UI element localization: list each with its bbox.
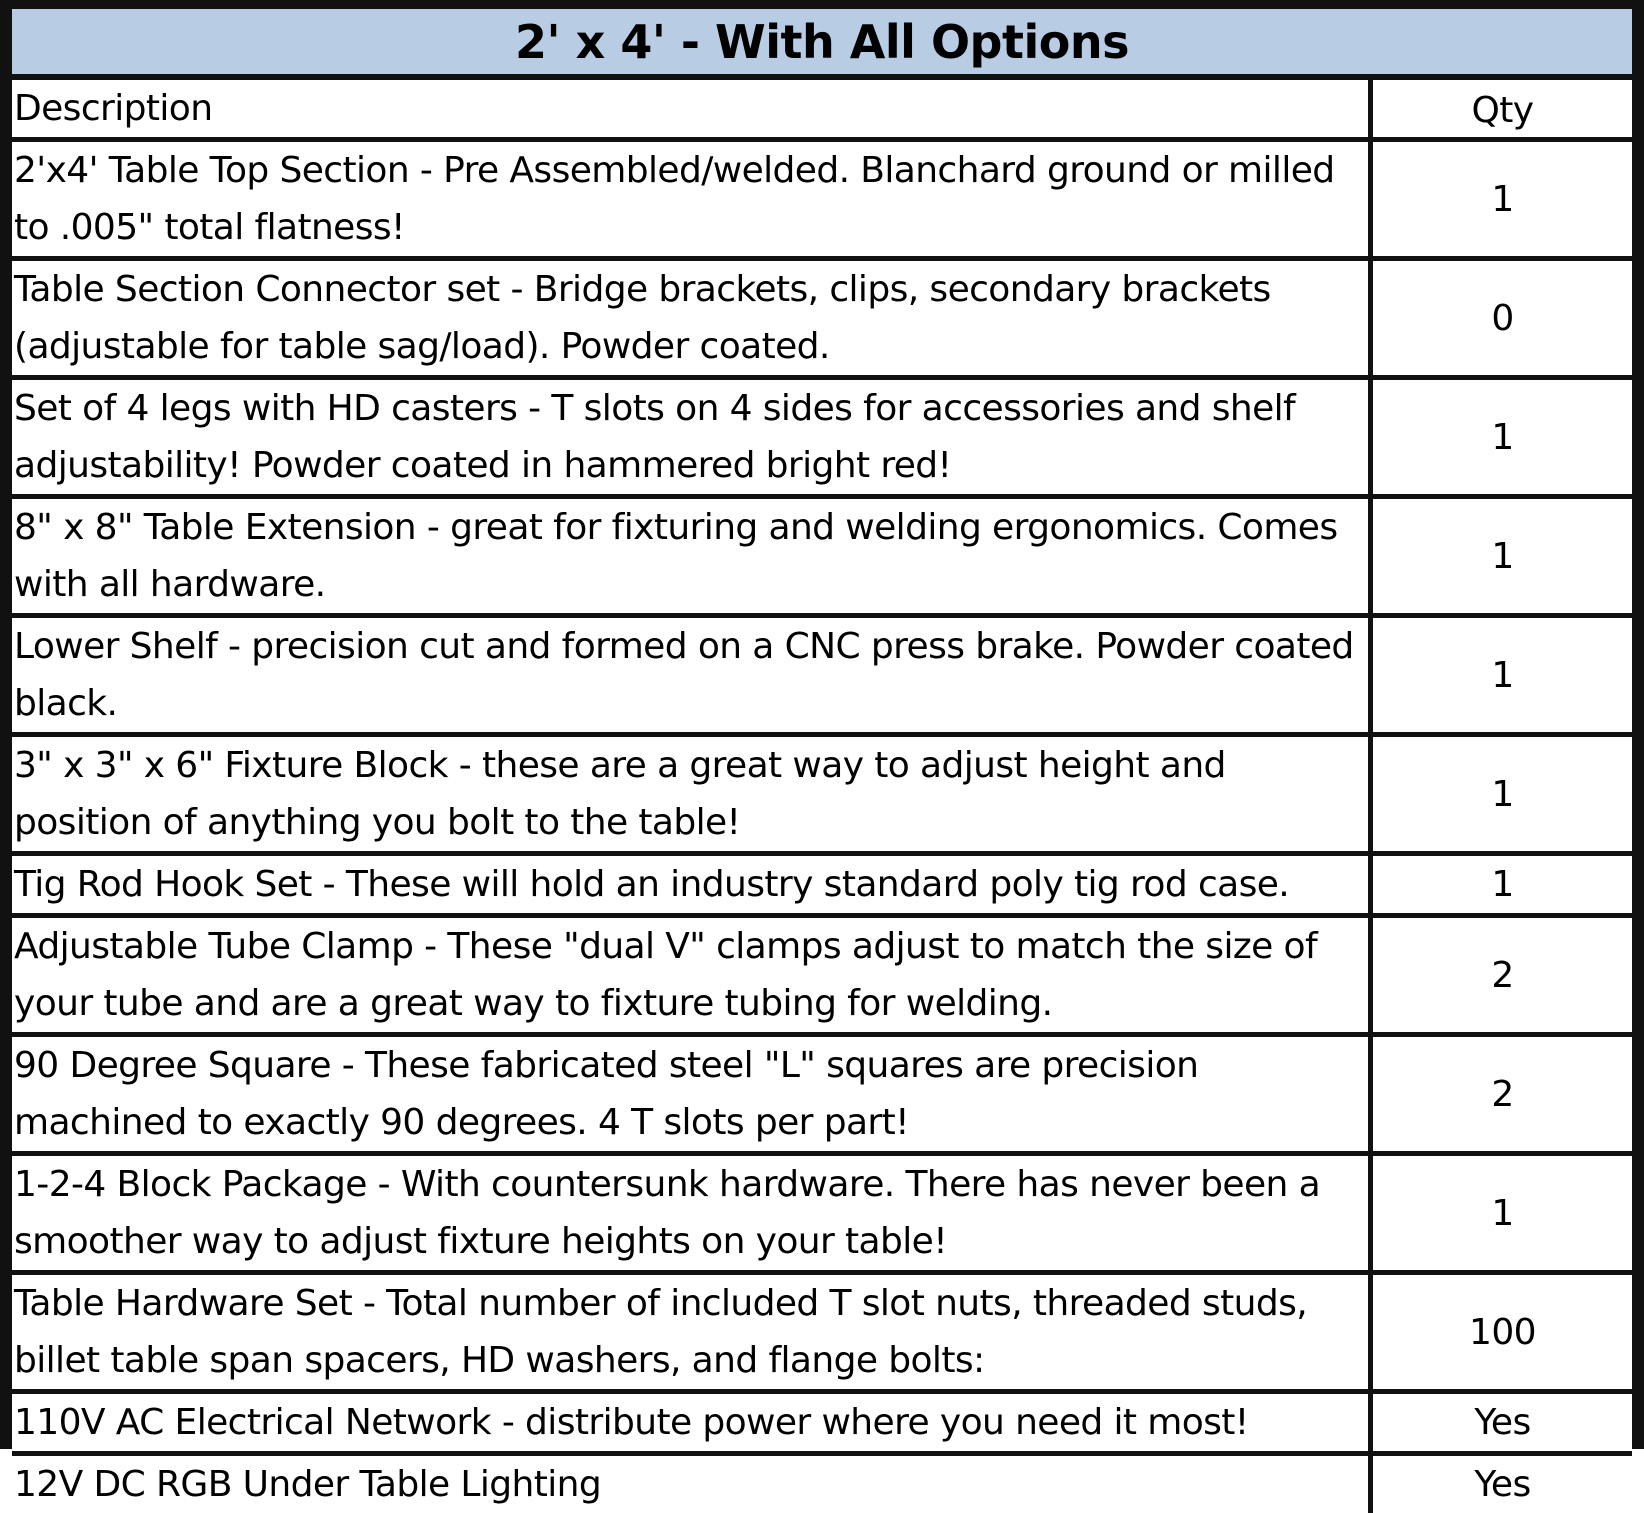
- qty-header: Qty: [1368, 80, 1632, 142]
- item-qty: 1: [1368, 856, 1632, 918]
- table-row: [12, 918, 1632, 1037]
- item-description: 3" x 3" x 6" Fixture Block - these are a great way to adjust height and position of anything you bolt to the table!: [12, 737, 1368, 856]
- item-qty: 2: [1368, 918, 1632, 1037]
- item-description: Table Hardware Set - Total number of included T slot nuts, threaded studs, billet table span spacers, HD washers, and flange bolts:: [12, 1275, 1368, 1394]
- table-row: [12, 380, 1632, 499]
- item-qty: 1: [1368, 499, 1632, 618]
- item-description: 2'x4' Table Top Section - Pre Assembled/welded. Blanchard ground or milled to .005" total flatness!: [12, 142, 1368, 261]
- item-qty: Yes: [1368, 1394, 1632, 1456]
- item-description: Lower Shelf - precision cut and formed on a CNC press brake. Powder coated black.: [12, 618, 1368, 737]
- item-description: 1-2-4 Block Package - With countersunk hardware. There has never been a smoother way to adjust fixture heights on your table!: [12, 1156, 1368, 1275]
- table-row: [12, 1037, 1632, 1156]
- description-header: Description: [12, 80, 1368, 142]
- item-description: Table Section Connector set - Bridge brackets, clips, secondary brackets (adjustable for table sag/load). Powder coated.: [12, 261, 1368, 380]
- item-qty: 1: [1368, 618, 1632, 737]
- item-qty: 2: [1368, 1037, 1632, 1156]
- table-row: [12, 261, 1632, 380]
- table-row: [12, 1456, 1632, 1513]
- item-description: Tig Rod Hook Set - These will hold an industry standard poly tig rod case.: [12, 856, 1368, 918]
- table-row: [12, 499, 1632, 618]
- table-row: [12, 1394, 1632, 1456]
- item-description: 12V DC RGB Under Table Lighting: [12, 1456, 1368, 1513]
- table-row: [12, 1275, 1632, 1394]
- table-row: [12, 856, 1632, 918]
- options-table: [12, 80, 1632, 1513]
- table-row: [12, 142, 1632, 261]
- sheet-title: 2' x 4' - With All Options: [12, 9, 1632, 74]
- item-description: Set of 4 legs with HD casters - T slots on 4 sides for accessories and shelf adjustability! Powder coated in hammered bright red!: [12, 380, 1368, 499]
- table-row: [12, 1156, 1632, 1275]
- table-row: [12, 618, 1632, 737]
- item-qty: Yes: [1368, 1456, 1632, 1513]
- item-qty: 1: [1368, 737, 1632, 856]
- item-qty: 1: [1368, 142, 1632, 261]
- item-qty: 0: [1368, 261, 1632, 380]
- item-description: 110V AC Electrical Network - distribute power where you need it most!: [12, 1394, 1368, 1456]
- table-row: [12, 737, 1632, 856]
- item-qty: 1: [1368, 1156, 1632, 1275]
- item-description: 90 Degree Square - These fabricated steel "L" squares are precision machined to exactly 90 degrees. 4 T slots per part!: [12, 1037, 1368, 1156]
- item-description: 8" x 8" Table Extension - great for fixturing and welding ergonomics. Comes with all hardware.: [12, 499, 1368, 618]
- header-row: [12, 80, 1632, 142]
- item-qty: 1: [1368, 380, 1632, 499]
- item-qty: 100: [1368, 1275, 1632, 1394]
- item-description: Adjustable Tube Clamp - These "dual V" clamps adjust to match the size of your tube and are a great way to fixture tubing for welding.: [12, 918, 1368, 1037]
